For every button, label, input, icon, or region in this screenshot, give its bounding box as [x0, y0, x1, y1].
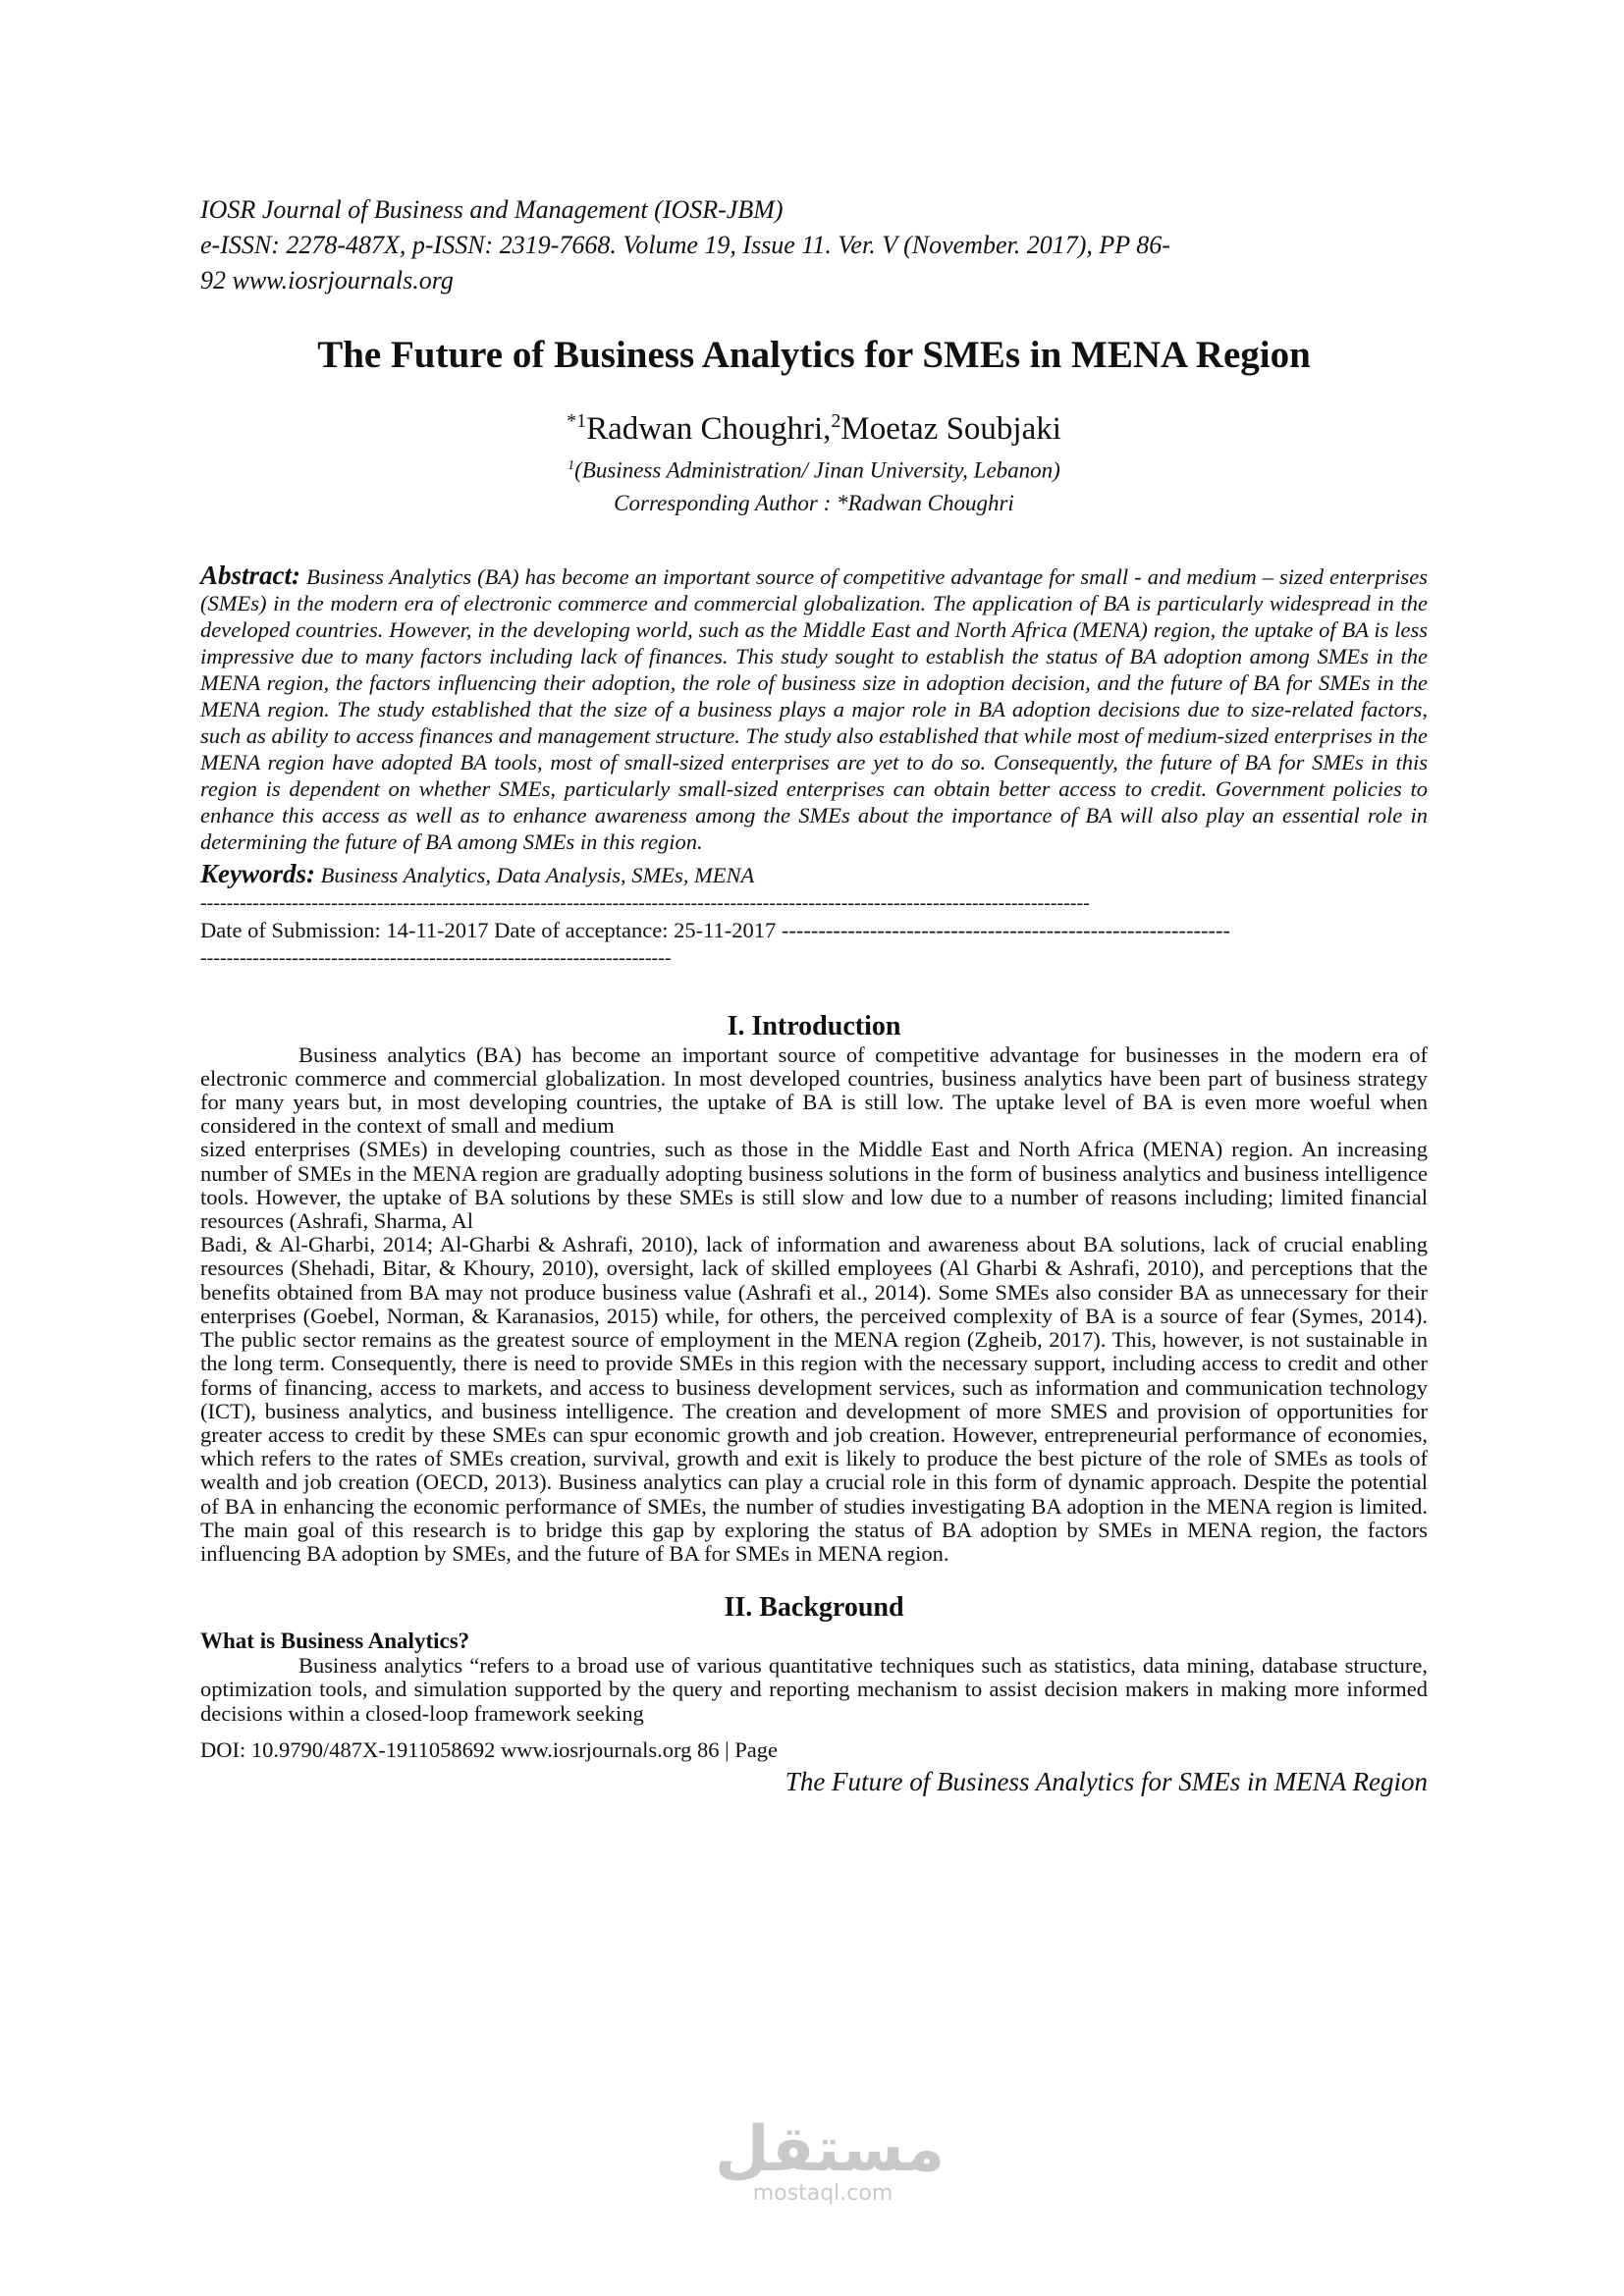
author-line	[200, 400, 1428, 450]
abstract-text: Business Analytics (BA) has become an important source of competitive advantage for small - and medium – sized enterprises (SMEs) in the modern era of electronic commerce and commercial globalization. The application of BA is particularly widespread in the developed countries. However, in the developing world, such as the Middle East and North Africa (MENA) region, the uptake of BA is less impressive due to many factors including lack of finances. This study sought to establish the status of BA adoption among SMEs in the MENA region, the factors influencing their adoption, the role of business size in adoption decision, and the future of BA for SMEs in the MENA region. The study established that the size of a business plays a major role in BA adoption decisions due to size-related factors, such as ability to access finances and management structure. The study also established that while most of medium-sized enterprises in the MENA region have adopted BA tools, most of small-sized enterprises are yet to do so. Consequently, the future of BA for SMEs in this region is dependent on whether SMEs, particularly small-sized enterprises can obtain better access to credit. Government policies to enhance this access as well as to enhance awareness among the SMEs about the importance of BA will also play an essential role in determining the future of BA among SMEs in this region.	[200, 563, 1429, 854]
author1-name: Radwan Choughri,	[586, 411, 832, 447]
corresponding-author: Corresponding Author : *Radwan Choughri	[614, 490, 1014, 515]
author2-marker: 2	[831, 410, 841, 432]
page-footer-doi: DOI: 10.9790/487X-1911058692 www.iosrjournals.org 86 | Page	[200, 1736, 778, 1762]
keywords-text: Business Analytics, Data Analysis, SMEs, MENA	[320, 862, 755, 887]
author1-marker: *1	[567, 410, 587, 432]
intro-paragraph-1: Business analytics (BA) has become an important source of competitive advantage for businesses in the modern era of electronic commerce and commercial globalization. In most developed countries, business analytics have been part of business strategy for many years but, in most developing countries, the uptake of BA is still low. The uptake level of BA is even more woeful when considered in the context of small and medium	[200, 1041, 1428, 1139]
abstract-label: Abstract:	[200, 560, 301, 590]
paper-title: The Future of Business Analytics for SMEs in MENA Region	[317, 334, 1311, 376]
separator-rule-2: ------------------------------------------------------------------------	[200, 946, 672, 969]
paper-page	[200, 192, 1428, 1798]
affiliation-marker: 1	[568, 458, 575, 473]
background-paragraph-1: Business analytics “refers to a broad use of various quantitative techniques such as statistics, data mining, database structure, optimization tools, and simulation supported by the query and reporting mechanism to assist decision makers in making more informed decisions within a closed-loop framework seeking	[200, 1653, 1428, 1726]
watermark-arabic: مستقل	[715, 2113, 946, 2186]
dates-text: Date of Submission: 14-11-2017 Date of acceptance: 25-11-2017	[200, 917, 777, 942]
running-title: The Future of Business Analytics for SMEs in MENA Region	[785, 1766, 1428, 1796]
issn-line: e-ISSN: 2278-487X, p-ISSN: 2319-7668. Volume 19, Issue 11. Ver. V (November. 2017), PP 86-	[200, 231, 1170, 259]
watermark-latin: mostaql.com	[752, 2181, 893, 2206]
intro-paragraph-2: sized enterprises (SMEs) in developing countries, such as those in the Middle East and North Africa (MENA) region. An increasing number of SMEs in the MENA region are gradually adopting business solutions in the form of business analytics and business intelligence tools. However, the uptake of BA solutions by these SMEs is still slow and low due to a number of reasons including; limited financial resources (Ashrafi, Sharma, Al	[200, 1137, 1428, 1234]
keywords-label: Keywords:	[200, 858, 315, 888]
journal-name: IOSR Journal of Business and Management (IOSR-JBM)	[200, 195, 784, 224]
watermark-logo	[715, 2113, 946, 2207]
section-heading-background: II. Background	[724, 1592, 904, 1624]
dates-rule-tail: -------------------------------------------------------------	[781, 917, 1230, 942]
affiliation	[200, 450, 1428, 487]
author2-name: Moetaz Soubjaki	[840, 411, 1061, 447]
subsection-heading: What is Business Analytics?	[200, 1629, 470, 1654]
keywords	[200, 859, 1428, 890]
intro-paragraph-3: Badi, & Al-Gharbi, 2014; Al-Gharbi & Ashrafi, 2010), lack of information and awareness about BA solutions, lack of crucial enabling resources (Shehadi, Bitar, & Khoury, 2010), oversight, lack of skilled employees (Al Gharbi & Ashrafi, 2010), and perceptions that the benefits obtained from BA may not produce business value (Ashrafi et al., 2014). Some SMEs also consider BA as unnecessary for their enterprises (Goebel, Norman, & Karanasios, 2015) while, for others, the perceived complexity of BA is a source of fear (Symes, 2014). The public sector remains as the greatest source of employment in the MENA region (Zgheib, 2017). This, however, is not sustainable in the long term. Consequently, there is need to provide SMEs in this region with the necessary support, including access to credit and other forms of financing, access to markets, and access to business development services, such as information and communication technology (ICT), business analytics, and business intelligence. The creation and development of more SMES and provision of opportunities for greater access to credit by these SMEs can spur economic growth and job creation. However, entrepreneurial performance of economies, which refers to the rates of SMEs creation, survival, growth and exit is likely to produce the best picture of the role of SMEs as tools of wealth and job creation (OECD, 2013). Business analytics can play a crucial role in this form of dynamic approach. Despite the potential of BA in enhancing the economic performance of SMEs, the number of studies investigating BA adoption in the MENA region is limited. The main goal of this research is to bridge this gap by exploring the status of BA adoption by SMEs in MENA region, the factors influencing BA adoption by SMEs, and the future of BA for SMEs in MENA region.	[200, 1232, 1428, 1566]
abstract	[200, 562, 1428, 855]
issn-line-2: 92 www.iosrjournals.org	[200, 266, 454, 294]
section-heading-introduction: I. Introduction	[727, 1010, 901, 1041]
submission-dates	[200, 916, 1428, 945]
journal-header	[200, 192, 1428, 298]
separator-rule: ----------------------------------------------------------------------------------------------------------------------------------------	[200, 891, 1090, 914]
affiliation-text: (Business Administration/ Jinan University, Lebanon)	[574, 457, 1060, 483]
